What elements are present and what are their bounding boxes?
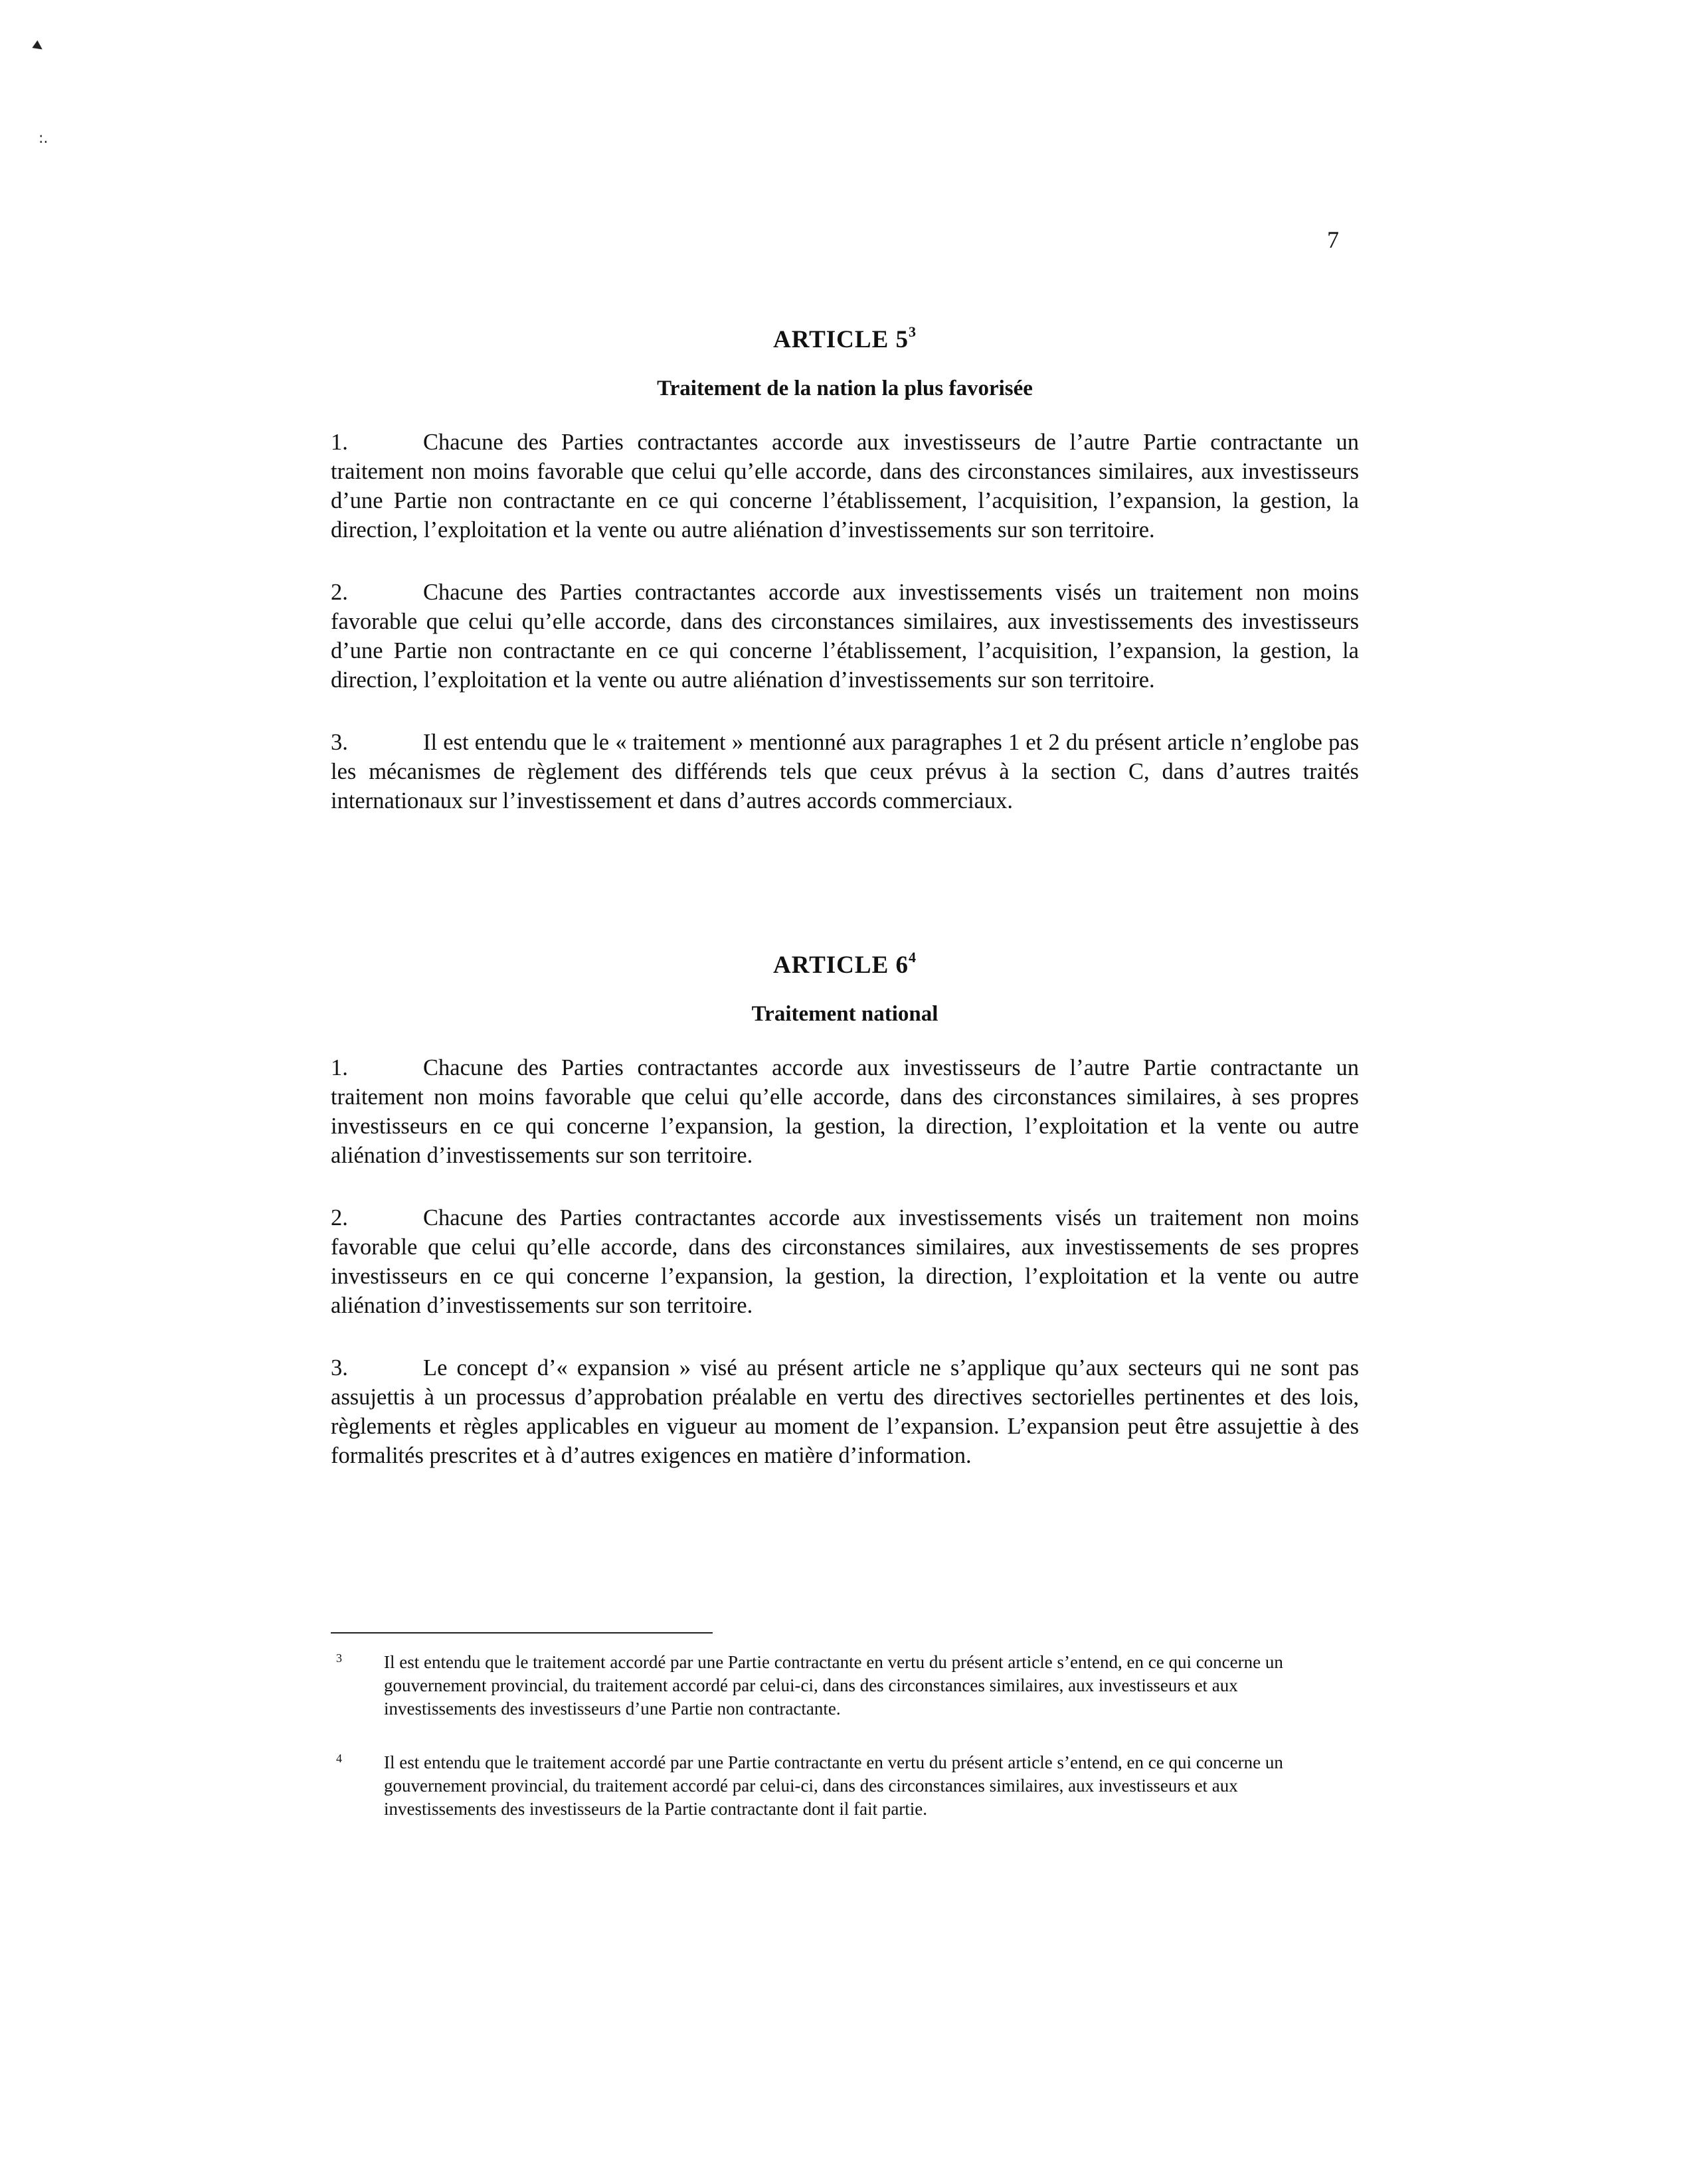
article-subtitle: Traitement de la nation la plus favorisée [657, 377, 1033, 400]
footnote-divider [331, 1632, 713, 1634]
footnote-reference: 3 [909, 323, 917, 340]
footnote-text: Il est entendu que le traitement accordé par une Partie contractante en vertu du présent article s’entend, en ce qui concerne un gouvernement provincial, du traitement accordé par celui-ci, dans des circonstances similaires, aux investisseurs et aux investissements des investisseurs d’une Partie non contractante. [384, 1652, 1283, 1719]
article-paragraph [331, 1203, 1359, 1320]
article-title: ARTICLE $5^3$ [772, 323, 917, 353]
paragraph-text: Chacune des Parties contractantes accorde aux investisseurs de l’autre Partie contractante un traitement non moins favorable que celui qu’elle accorde, dans des circonstances similaires, à ses propres investisseurs en ce qui concerne l’expansion, la gestion, la direction, l’exploitation et la vente ou autre aliénation d’investissements sur son territoire. [331, 1055, 1359, 1168]
article-5-section [331, 325, 1359, 849]
paragraph-text: Chacune des Parties contractantes accorde aux investissements visés un traitement non moins favorable que celui qu’elle accorde, dans des circonstances similaires, aux investissements des investisseurs d’une Partie non contractante en ce qui concerne l’établissement, l’acquisition, l’expansion, la gestion, la direction, l’exploitation et la vente ou autre aliénation d’investissements sur son territoire. [331, 580, 1359, 693]
article-title: ARTICLE $6^4$ [772, 949, 917, 979]
article-paragraph [331, 578, 1359, 695]
footnote-text: Il est entendu que le traitement accordé par une Partie contractante en vertu du présent article s’entend, en ce qui concerne un gouvernement provincial, du traitement accordé par celui-ci, dans des circonstances similaires, aux investisseurs et aux investissements des investisseurs de la Partie contractante dont il fait partie. [384, 1752, 1283, 1819]
article-paragraph [331, 1353, 1359, 1470]
scan-speck: :. [39, 130, 48, 147]
article-subtitle: Traitement national [751, 1002, 938, 1026]
paragraph-number: 1. [331, 430, 348, 455]
paragraph-number: 2. [331, 580, 348, 605]
paragraph-text: Chacune des Parties contractantes accorde aux investisseurs de l’autre Partie contractante un traitement non moins favorable que celui qu’elle accorde, dans des circonstances similaires, aux investisseurs d’une Partie non contractante en ce qui concerne l’établissement, l’acquisition, l’expansion, la gestion, la direction, l’exploitation et la vente ou autre aliénation d’investissements sur son territoire. [331, 430, 1359, 543]
footnote [331, 1651, 1347, 1721]
footnote-mark: 3 [336, 1651, 342, 1665]
paragraph-number: 2. [331, 1205, 348, 1230]
footnote-reference: 4 [909, 949, 917, 966]
article-paragraph [331, 728, 1359, 815]
paragraph-text: Chacune des Parties contractantes accorde aux investissements visés un traitement non moins favorable que celui qu’elle accorde, dans des circonstances similaires, aux investissements de ses propres investisseurs en ce qui concerne l’expansion, la gestion, la direction, l’exploitation et la vente ou autre aliénation d’investissements sur son territoire. [331, 1205, 1359, 1318]
footnote-mark: 4 [336, 1752, 342, 1765]
article-paragraph [331, 428, 1359, 545]
footnotes-section [331, 1651, 1347, 1851]
paragraph-text: Le concept d’« expansion » visé au présent article ne s’applique qu’aux secteurs qui ne sont pas assujettis à un processus d’approbation préalable en vertu des directives sectorielles pertinentes et des lois, règlements et règles applicables en vigueur au moment de l’expansion. L’expansion peut être assujettie à des formalités prescrites et à d’autres exigences en matière d’information. [331, 1355, 1359, 1468]
article-6-section [331, 951, 1359, 1503]
footnote [331, 1751, 1347, 1821]
paragraph-text: Il est entendu que le « traitement » mentionné aux paragraphes 1 et 2 du présent article n’englobe pas les mécanismes de règlement des différends tels que ceux prévus à la section C, dans d’autres traités internationaux sur l’investissement et dans d’autres accords commerciaux. [331, 730, 1359, 813]
scan-speck: ▸ [29, 34, 50, 58]
paragraph-number: 1. [331, 1055, 348, 1080]
page-number: 7 [1327, 226, 1339, 253]
article-paragraph [331, 1053, 1359, 1170]
paragraph-number: 3. [331, 730, 348, 755]
paragraph-number: 3. [331, 1355, 348, 1381]
